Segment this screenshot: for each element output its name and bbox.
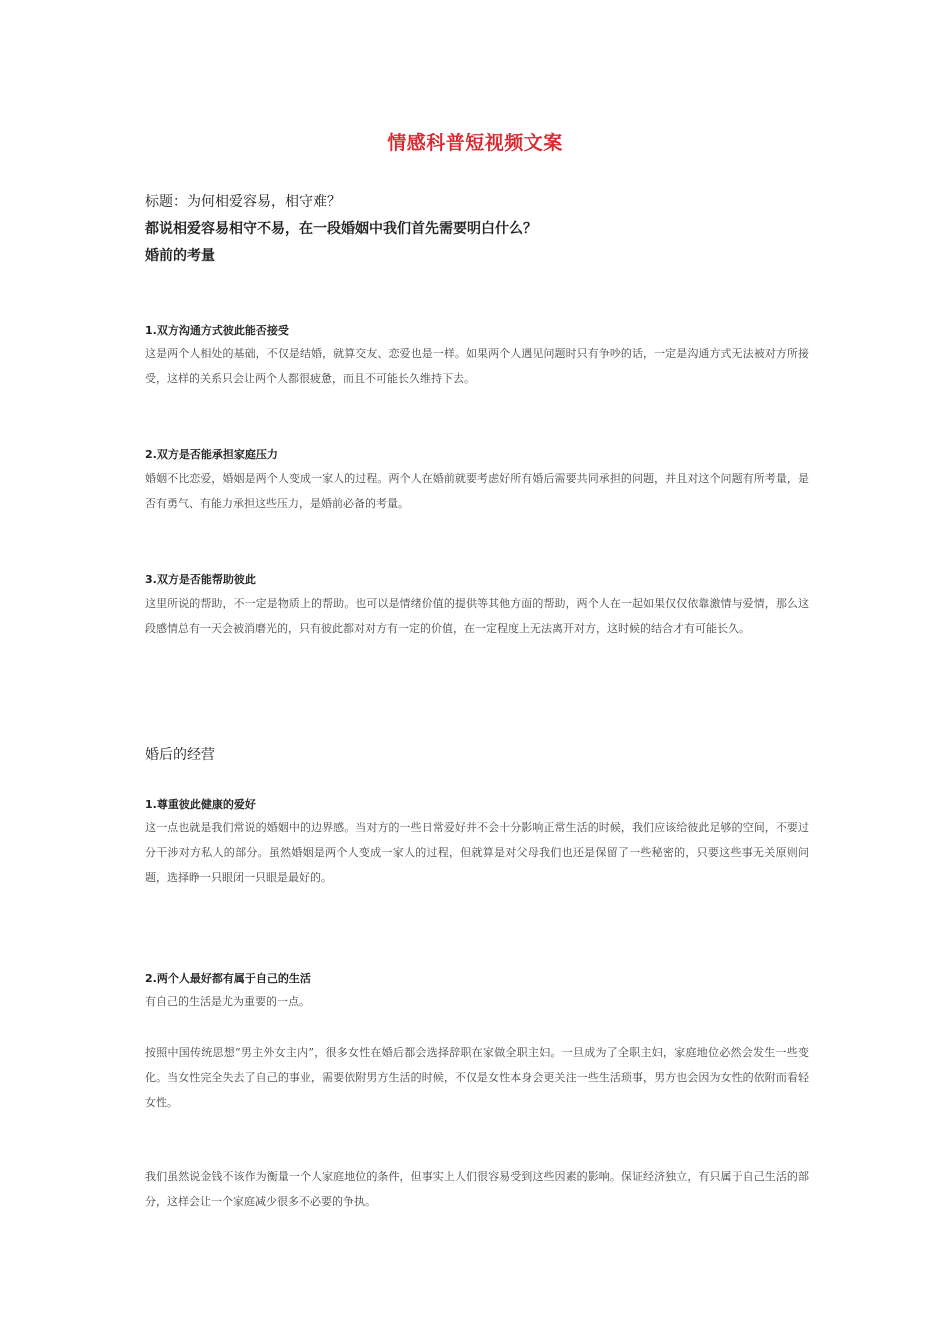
postmarital-item-text: 这一点也就是我们常说的婚姻中的边界感。当对方的一些日常爱好并不会十分影响正常生活的时候，我们应该给彼此足够的空间，不要过分干涉对方私人的部分。虽然婚姻是两个人变成一家人的过程，但就算是对父母我们也还是保留了一些秘密的，只要这些事无关原则问题，选择睁一只眼闭一只眼是最好的。 (145, 821, 809, 884)
premarital-item-heading: 1.双方沟通方式彼此能否接受 (145, 324, 289, 337)
question-line: 都说相爱容易相守不易，在一段婚姻中我们首先需要明白什么？ (145, 221, 537, 237)
title-line: 标题：为何相爱容易，相守难？ (145, 194, 341, 210)
premarital-item-heading: 2.双方是否能承担家庭压力 (145, 448, 278, 461)
postmarital-item-text: 有自己的生活是尤为重要的一点。 (145, 995, 310, 1008)
section-heading-premarital: 婚前的考量 (145, 248, 215, 264)
section-heading-postmarital: 婚后的经营 (145, 747, 215, 763)
paragraph: 我们虽然说金钱不该作为衡量一个人家庭地位的条件，但事实上人们很容易受到这些因素的影响。保证经济独立，有只属于自己生活的部分，这样会让一个家庭减少很多不必要的争执。 (145, 1170, 809, 1208)
document-title: 情感科普短视频文案 (387, 132, 563, 154)
premarital-item-text: 婚姻不比恋爱，婚姻是两个人变成一家人的过程。两个人在婚前就要考虑好所有婚后需要共同承担的问题，并且对这个问题有所考量，是否有勇气、有能力承担这些压力，是婚前必备的考量。 (145, 472, 809, 510)
paragraph: 按照中国传统思想“男主外女主内”，很多女性在婚后都会选择辞职在家做全职主妇。一旦成为了全职主妇，家庭地位必然会发生一些变化。当女性完全失去了自己的事业，需要依附男方生活的时候，不仅是女性本身会更关注一些生活琐事，男方也会因为女性的依附而看轻女性。 (145, 1046, 809, 1109)
premarital-item-text: 这是两个人相处的基础，不仅是结婚，就算交友、恋爱也是一样。如果两个人遇见问题时只有争吵的话，一定是沟通方式无法被对方所接受，这样的关系只会让两个人都很疲惫，而且不可能长久维持下去。 (145, 347, 809, 385)
premarital-item-heading: 3.双方是否能帮助彼此 (145, 573, 256, 586)
postmarital-item-heading: 2.两个人最好都有属于自己的生活 (145, 972, 311, 985)
premarital-item-text: 这里所说的帮助，不一定是物质上的帮助。也可以是情绪价值的提供等其他方面的帮助，两个人在一起如果仅仅依靠激情与爱情，那么这段感情总有一天会被消磨光的，只有彼此都对对方有一定的价值，在一定程度上无法离开对方，这时候的结合才有可能长久。 (145, 597, 809, 635)
postmarital-item-heading: 1.尊重彼此健康的爱好 (145, 798, 256, 811)
